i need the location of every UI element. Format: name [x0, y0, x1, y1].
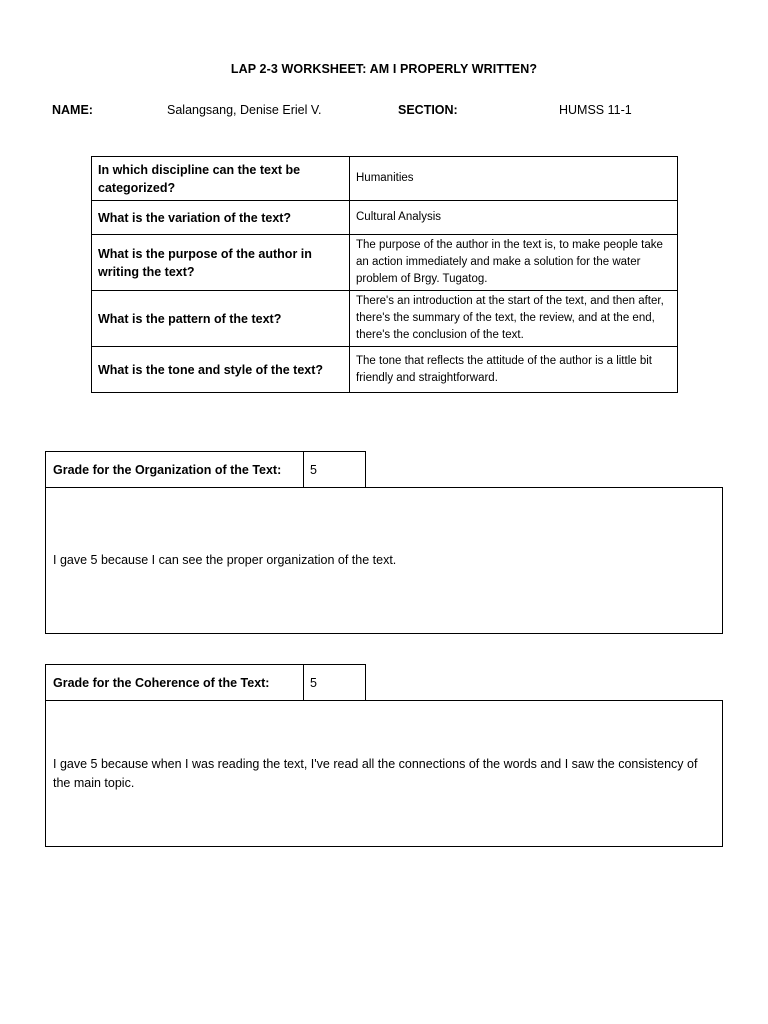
name-label: NAME: [52, 103, 93, 117]
table-row [92, 157, 678, 201]
table-row [92, 235, 678, 291]
coherence-grade-value: 5 [310, 675, 317, 690]
questions-table [91, 156, 678, 393]
answer-cell: The tone that reflects the attitude of the author is a little bit friendly and straightforward. [350, 347, 678, 393]
coherence-grade-row [45, 664, 366, 700]
question-cell: What is the tone and style of the text? [92, 347, 350, 393]
question-cell: What is the variation of the text? [92, 201, 350, 235]
coherence-comment-text: I gave 5 because when I was reading the text, I've read all the connections of the words and I saw the consistency of the main topic. [53, 756, 698, 790]
question-cell: In which discipline can the text be categorized? [92, 157, 350, 201]
organization-grade-value: 5 [310, 462, 317, 477]
question-cell: What is the pattern of the text? [92, 291, 350, 347]
table-row [92, 201, 678, 235]
organization-grade-row [45, 451, 366, 487]
coherence-grade-label: Grade for the Coherence of the Text: [46, 665, 304, 700]
section-value: HUMSS 11-1 [559, 103, 632, 117]
answer-cell: Humanities [350, 157, 678, 201]
organization-comment-box [45, 487, 723, 634]
coherence-comment-box [45, 700, 723, 847]
answer-cell: There's an introduction at the start of the text, and then after, there's the summary of the text, the review, and at the end, there's the conclusion of the text. [350, 291, 678, 347]
section-label: SECTION: [398, 103, 458, 117]
question-cell: What is the purpose of the author in writing the text? [92, 235, 350, 291]
table-row [92, 347, 678, 393]
organization-grade-label: Grade for the Organization of the Text: [46, 452, 304, 487]
worksheet-title: LAP 2-3 WORKSHEET: AM I PROPERLY WRITTEN? [230, 62, 538, 76]
answer-cell: The purpose of the author in the text is, to make people take an action immediately and make a solution for the water problem of Brgy. Tugatog. [350, 235, 678, 291]
table-row [92, 291, 678, 347]
answer-cell: Cultural Analysis [350, 201, 678, 235]
organization-comment-text: I gave 5 because I can see the proper organization of the text. [53, 553, 397, 567]
name-value: Salangsang, Denise Eriel V. [167, 103, 322, 117]
